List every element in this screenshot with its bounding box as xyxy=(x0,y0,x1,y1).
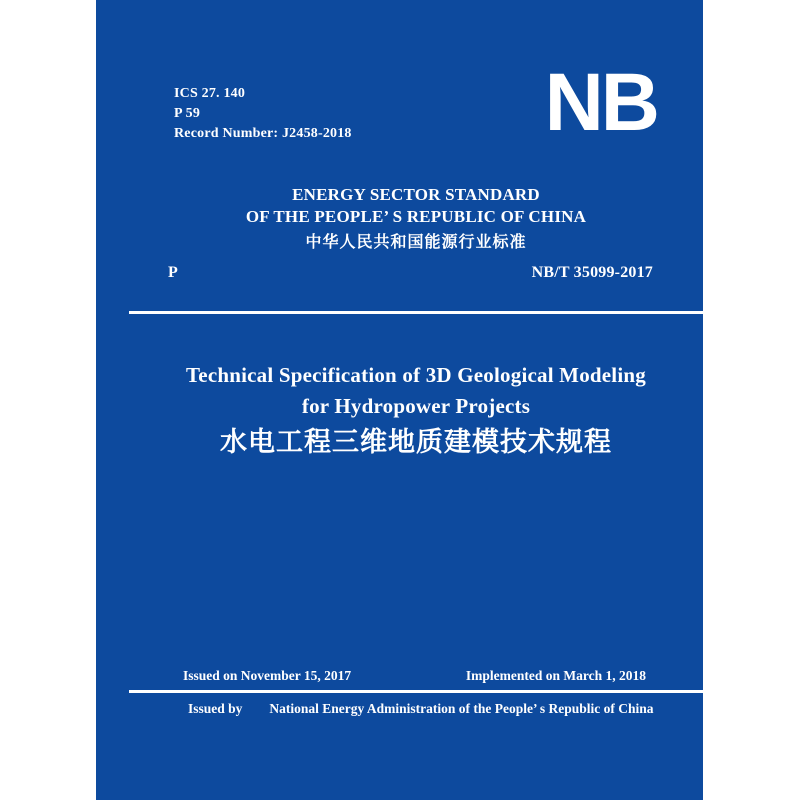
title-english-line2: for Hydropower Projects xyxy=(301,394,531,418)
issued-by-value: National Energy Administration of the People’ s Republic of China xyxy=(269,701,654,716)
issued-by-label: Issued by xyxy=(188,701,243,716)
bottom-divider-rule xyxy=(129,690,703,693)
standard-cover xyxy=(96,0,703,800)
standard-heading xyxy=(129,184,703,256)
title-block xyxy=(129,360,703,460)
standard-heading-line1: ENERGY SECTOR STANDARD xyxy=(292,185,540,204)
issued-date: Issued on November 15, 2017 xyxy=(183,668,352,683)
classification-letter: P xyxy=(168,264,178,281)
nb-logo: NB xyxy=(544,57,657,148)
classification-code: P 59 xyxy=(174,106,201,121)
cover-metadata xyxy=(174,84,352,144)
designation-row xyxy=(96,264,703,284)
title-chinese: 水电工程三维地质建模技术规程 xyxy=(220,427,612,457)
standard-heading-line2: OF THE PEOPLE’ S REPUBLIC OF CHINA xyxy=(245,207,587,226)
standard-number: NB/T 35099-2017 xyxy=(531,264,653,281)
issued-by-row xyxy=(188,701,683,717)
implemented-date: Implemented on March 1, 2018 xyxy=(465,668,646,683)
record-number: Record Number: J2458-2018 xyxy=(174,126,352,141)
ics-code: ICS 27. 140 xyxy=(174,86,246,101)
title-english-line1: Technical Specification of 3D Geological Modeling xyxy=(186,363,646,387)
top-divider-rule xyxy=(129,311,703,314)
standard-heading-chinese: 中华人民共和国能源行业标准 xyxy=(305,234,527,251)
dates-row xyxy=(96,668,703,686)
